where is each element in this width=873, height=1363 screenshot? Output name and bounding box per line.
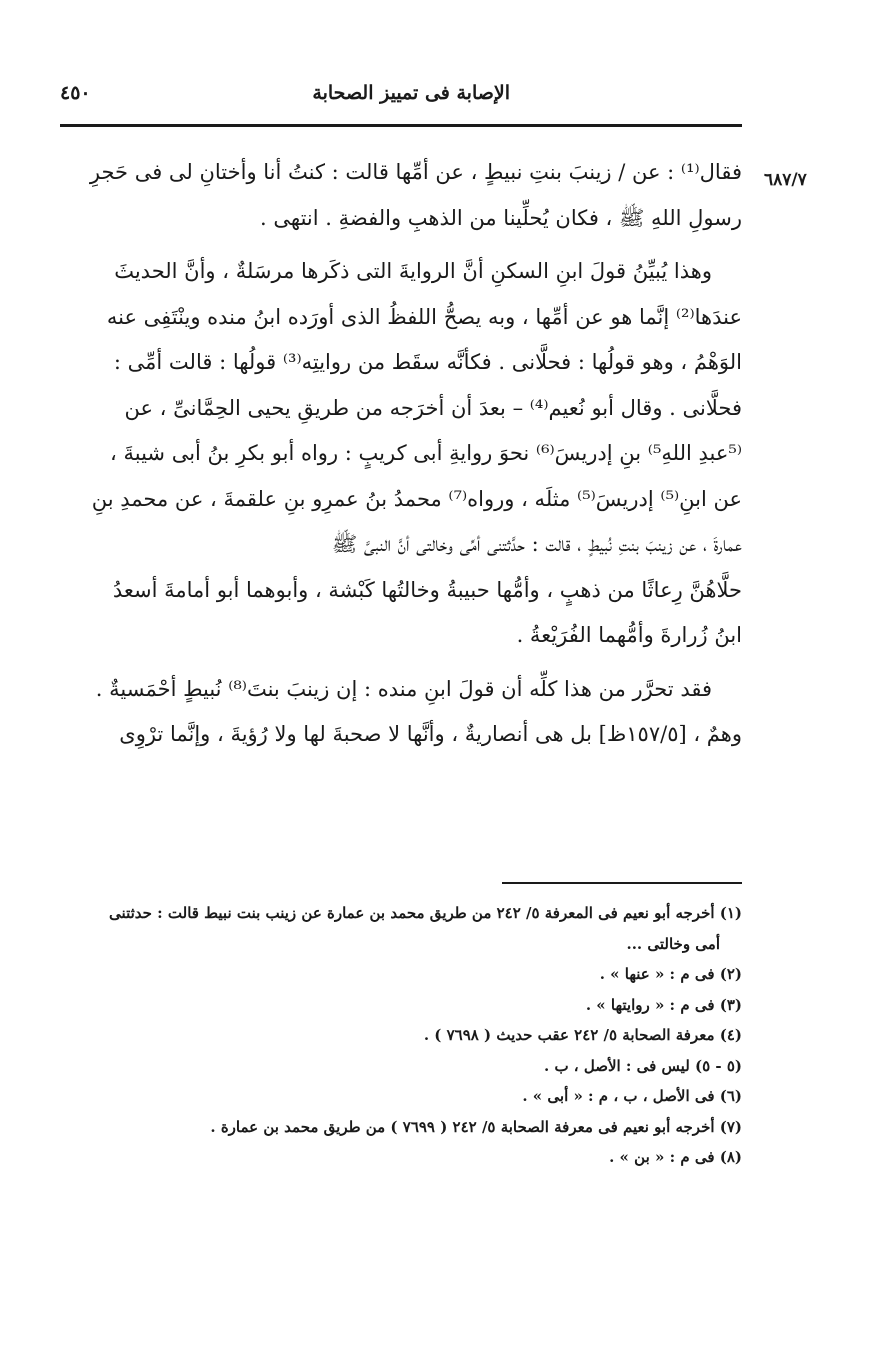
- footnote: (٣) فى م : « روايتها » .: [585, 995, 742, 1014]
- text-line: وهذا يُبيِّنُ قولَ ابنِ السكنِ أنَّ الروايةَ التى ذكَرها مرسَلةٌ ، وأنَّ الحديثَ: [114, 259, 712, 283]
- header-rule: [60, 124, 742, 127]
- text-line: ابنُ زُرارةَ وأمُّهما الفُرَيْعةُ .: [516, 623, 742, 647]
- main-text: [60, 150, 742, 758]
- footnote: (٥ - ٥) ليس فى : الأصل ، ب .: [544, 1056, 742, 1075]
- text-line: ⁽⁵عبدِ اللهِ⁵⁾ بنِ إدريسَ⁽⁶⁾ نحوَ روايةِ أبى كريبٍ : رواه أبو بكرِ بنُ أبى شيبةَ ،: [110, 441, 742, 465]
- text-line: فقد تحرَّر من هذا كلِّه أن قولَ ابنِ منده : إن زينبَ بنتَ⁽⁸⁾ نُبيطٍ أحْمَسيةٌ .: [95, 676, 712, 701]
- text-line: الوَهْمُ ، وهو قولُها : فحلَّانى . فكأنَّه سقَط من روايتِه⁽³⁾ قولُها : قالت أمِّى :: [113, 350, 742, 374]
- text-line: عندَها⁽²⁾ إنَّما هو عن أمِّها ، وبه يصحُّ اللفظُ الذى أورَده ابنُ منده وينْتَفِى عنه: [106, 304, 742, 329]
- footnote: (٧) أخرجه أبو نعيم فى معرفة الصحابة ٥/ ٢٤٢ ( ٧٦٩٩ ) من طريق محمد بن عمارة .: [210, 1117, 742, 1136]
- footnote: (٢) فى م : « عنها » .: [599, 965, 742, 983]
- footnote: (٤) معرفة الصحابة ٥/ ٢٤٢ عقب حديث ( ٧٦٩٨ ) .: [423, 1026, 742, 1044]
- margin-reference: ٦٨٧/٧: [764, 170, 807, 190]
- page-number: ٤٥٠: [60, 82, 91, 104]
- text-line: عمارةَ ، عن زينبَ بنتِ نُبيطٍ ، قالت : حدَّثتنى أمِّى وخالتى أنَّ النبىَّ ﷺ: [331, 532, 742, 556]
- footnote: (٨) فى م : « بن » .: [609, 1148, 742, 1166]
- footnote: (٦) فى الأصل ، ب ، م : « أبى » .: [522, 1087, 742, 1105]
- text-line: حلَّاهُنَّ رِعاثًا من ذهبٍ ، وأمُّها حبيبةُ وخالتُها كَبْشة ، وأبوهما أبو أمامةَ أسعدُ: [112, 577, 742, 602]
- footnote: (١) أخرجه أبو نعيم فى المعرفة ٥/ ٢٤٢ من طريق محمد بن عمارة عن زينب بنت نبيط قالت : حدثتنى: [109, 904, 742, 922]
- footnote-rule: [502, 882, 742, 884]
- running-header: [60, 80, 742, 116]
- book-title: الإصابة فى تمييز الصحابة: [312, 82, 510, 104]
- text-line: فقال⁽¹⁾ : عن / زينبَ بنتِ نبيطٍ ، عن أمِّها قالت : كنتُ أنا وأختانِ لى فى حَجرِ: [89, 160, 742, 184]
- footnotes: [60, 898, 742, 1173]
- text-line: عن ابنِ⁽⁵⁾ إدريسَ⁽⁵⁾ مثلَه ، ورواه⁽⁷⁾ محمدُ بنُ عمرِو بنِ علقمةَ ، عن محمدِ بنِ: [91, 486, 742, 511]
- text-line: فحلَّانى . وقال أبو نُعيم⁽⁴⁾ – بعدَ أن أخرَجه من طريقِ يحيى الحِمَّانىِّ ، عن: [124, 395, 742, 420]
- footnote-continuation: أمى وخالتى ...: [626, 934, 720, 953]
- text-line: وهمٌ ، [١٥٧/٥ظ] بل هى أنصاريةٌ ، وأنَّها لا صحبةَ لها ولا رُؤيةَ ، وإنَّما ترْوِى: [119, 722, 742, 746]
- text-line: رسولِ اللهِ ﷺ ، فكان يُحلِّينا من الذهبِ والفضةِ . انتهى .: [260, 205, 742, 230]
